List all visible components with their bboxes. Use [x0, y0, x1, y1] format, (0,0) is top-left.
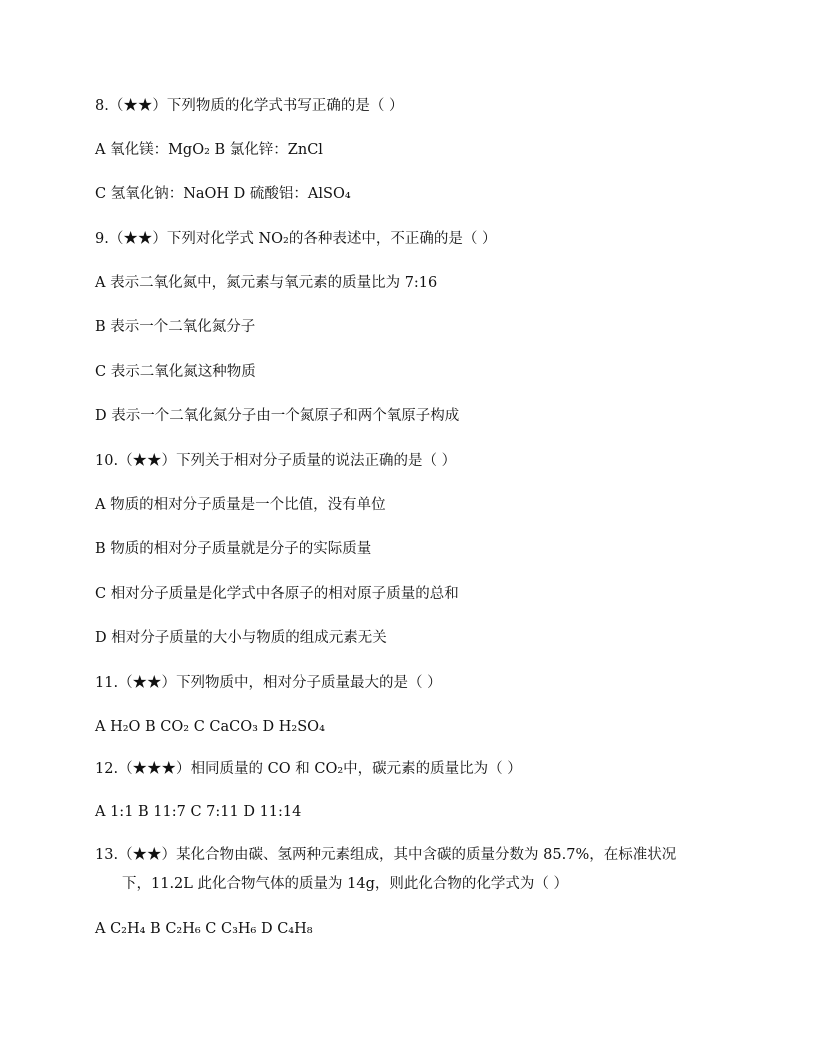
question-9-option-c: C 表示二氧化氮这种物质 — [95, 364, 256, 380]
difficulty-stars: （★★） — [108, 98, 167, 114]
question-8-stem — [95, 96, 403, 116]
question-10-stem — [95, 451, 456, 471]
question-9-option-a: A 表示二氧化氮中，氮元素与氧元素的质量比为 7:16 — [95, 275, 438, 291]
question-12-options: A 1:1 B 11:7 C 7:11 D 11:14 — [95, 804, 302, 820]
question-9-option-b: B 表示一个二氧化氮分子 — [95, 319, 256, 335]
question-9-stem — [95, 229, 496, 249]
question-number: 13. — [95, 847, 119, 863]
difficulty-stars: （★★★） — [118, 761, 191, 777]
question-text: 下列物质中，相对分子质量最大的是（ ） — [176, 675, 442, 691]
question-11-options: A H₂O B CO₂ C CaCO₃ D H₂SO₄ — [95, 719, 325, 735]
question-8-option-cd: C 氢氧化钠：NaOH D 硫酸铝：AlSO₄ — [95, 186, 351, 202]
question-text: 下列对化学式 NO₂的各种表述中，不正确的是（ ） — [166, 231, 497, 247]
question-number: 9. — [95, 231, 109, 247]
question-10-option-b: B 物质的相对分子质量就是分子的实际质量 — [95, 541, 372, 557]
difficulty-stars: （★★） — [108, 231, 167, 247]
question-13-stem-line-1 — [95, 845, 676, 865]
question-13-stem-line-2: 下，11.2L 此化合物气体的质量为 14g，则此化合物的化学式为（ ） — [122, 876, 568, 892]
question-12-stem — [95, 759, 522, 779]
question-13-options: A C₂H₄ B C₂H₆ C C₃H₆ D C₄H₈ — [95, 921, 313, 937]
question-10-option-d: D 相对分子质量的大小与物质的组成元素无关 — [95, 630, 387, 646]
question-number: 12. — [95, 761, 119, 777]
question-11-stem — [95, 673, 442, 693]
difficulty-stars: （★★） — [118, 847, 177, 863]
question-number: 11. — [95, 675, 119, 691]
question-number: 10. — [95, 453, 119, 469]
question-text: 某化合物由碳、氢两种元素组成，其中含碳的质量分数为 85.7%，在标准状况 — [176, 847, 677, 863]
difficulty-stars: （★★） — [118, 675, 177, 691]
question-number: 8. — [95, 98, 109, 114]
question-9-option-d: D 表示一个二氧化氮分子由一个氮原子和两个氧原子构成 — [95, 408, 460, 424]
question-10-option-c: C 相对分子质量是化学式中各原子的相对原子质量的总和 — [95, 586, 459, 602]
question-text: 下列物质的化学式书写正确的是（ ） — [166, 98, 404, 114]
question-text: 下列关于相对分子质量的说法正确的是（ ） — [176, 453, 457, 469]
question-8-option-ab: A 氧化镁：MgO₂ B 氯化锌：ZnCl — [95, 142, 323, 158]
question-10-option-a: A 物质的相对分子质量是一个比值，没有单位 — [95, 497, 386, 513]
difficulty-stars: （★★） — [118, 453, 177, 469]
question-text: 相同质量的 CO 和 CO₂中，碳元素的质量比为（ ） — [190, 761, 522, 777]
